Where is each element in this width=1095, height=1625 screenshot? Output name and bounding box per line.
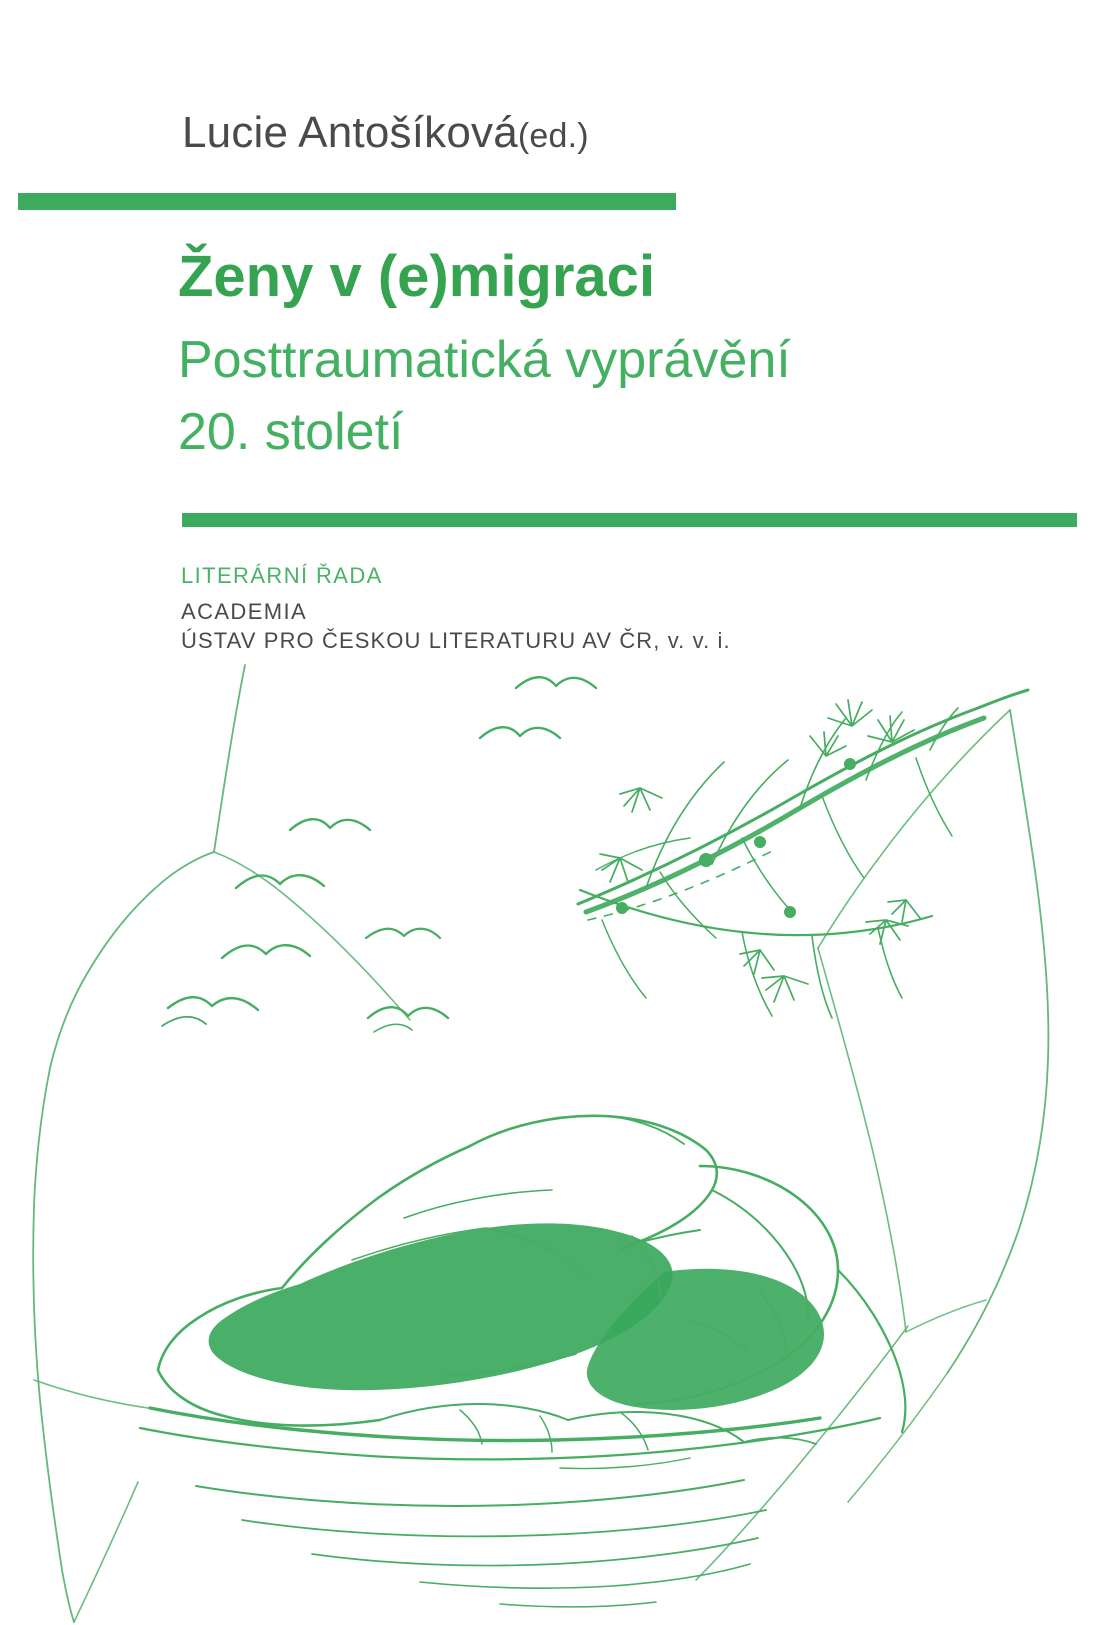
page-title: Ženy v (e)migraci [178, 244, 656, 309]
author-role: (ed.) [517, 117, 589, 155]
series-label: LITERÁRNÍ ŘADA [181, 563, 383, 588]
rule-top [18, 193, 676, 210]
institute-label: ÚSTAV PRO ČESKOU LITERATURU AV ČR, v. v. i. [181, 628, 731, 653]
cover-illustration [0, 620, 1095, 1625]
publisher-label: ACADEMIA [181, 599, 308, 624]
subtitle-line-1: Posttraumatická vyprávění [178, 331, 791, 389]
subtitle-line-2: 20. století [178, 403, 404, 461]
rule-bottom [182, 513, 1077, 527]
author-line [182, 108, 589, 158]
author-name: Lucie Antošíková [182, 108, 518, 157]
